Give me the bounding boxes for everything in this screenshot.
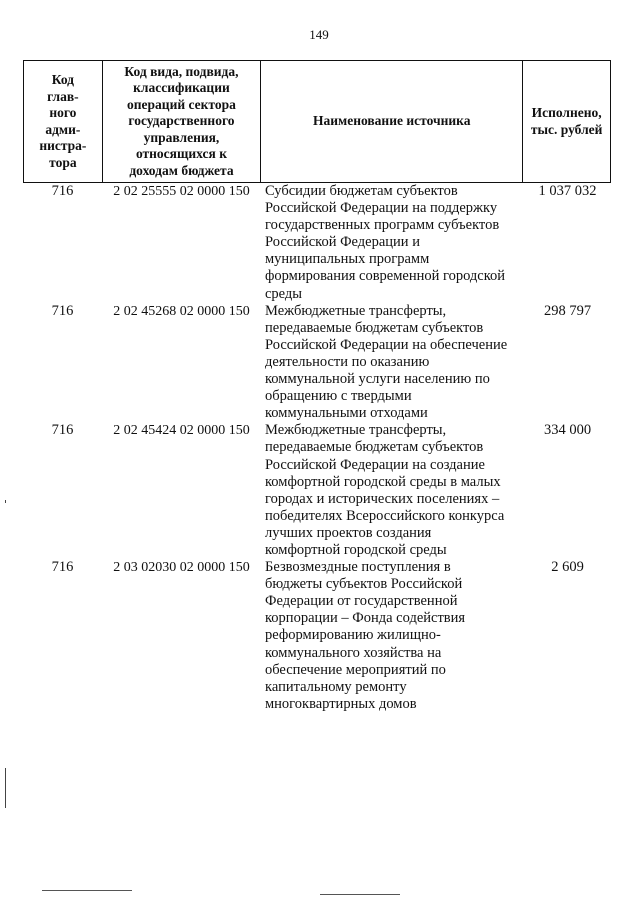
header-source-name-label [310,113,474,130]
text-line: среды [265,285,303,302]
table-row [23,559,611,713]
table-row [23,183,611,303]
text-line: обращению с твердыми [265,388,412,405]
text-line: лучших проектов создания [265,524,432,541]
header-classification-code [103,61,261,182]
text-line: относящихся к [135,146,227,162]
classification-code-cell: 2 02 45424 02 0000 150 [113,423,250,439]
text-line: городах и исторических поселениях – [265,490,500,507]
scan-mark [42,890,132,891]
text-line: победителях Всероссийского конкурса [265,507,505,524]
table-row [23,422,611,559]
classification-code-cell: 2 03 02030 02 0000 150 [113,560,250,576]
text-line: Российской Федерации на обеспечение [265,336,508,353]
text-line: глав- [47,88,79,104]
table-row [23,303,611,423]
source-name-cell [261,303,524,423]
text-line: управления, [143,129,220,145]
header-admin-code [24,61,103,182]
page-number: 149 [309,27,329,42]
text-line: Российской Федерации на поддержку [265,200,498,217]
classification-code-cell: 2 02 45268 02 0000 150 [113,303,250,319]
text-line: Исполнено, [531,105,602,120]
text-line: коммунальными отходами [265,405,428,422]
text-line: тора [49,154,77,170]
text-line: Межбюджетные трансферты, [265,302,447,319]
text-line: Безвозмездные поступления в [265,559,451,576]
header-executed-amount [523,61,610,182]
executed-amount-cell: 334 000 [543,422,592,439]
executed-amount-cell: 298 797 [543,302,592,319]
source-name-cell [261,559,524,713]
header-classification-code-label [121,64,241,180]
text-line: государственных программ субъектов [265,217,500,234]
text-line: доходам бюджета [129,162,234,178]
text-line: корпорации – Фонда содействия [265,610,466,627]
text-line: Код вида, подвида, [124,63,239,79]
text-line: Российской Федерации на создание [265,456,485,473]
text-line: коммунального хозяйства на [265,644,442,661]
header-source-name [261,61,523,182]
text-line: Код [51,72,75,87]
scan-mark [5,500,6,503]
text-line: Российской Федерации и [265,234,420,251]
text-line: капитальному ремонту [265,678,407,695]
text-line: коммунальной услуги населению по [265,371,490,388]
executed-amount-cell: 1 037 032 [538,183,597,199]
text-line: государственного [128,113,235,129]
table-body [23,183,611,713]
text-line: многоквартирных домов [265,695,417,712]
admin-code-cell: 716 [51,559,74,576]
text-line: реформированию жилищно- [265,627,441,644]
text-line: операций сектора [127,96,236,112]
admin-code-cell: 716 [51,422,74,439]
admin-code-cell: 716 [51,302,74,319]
scan-mark [5,768,6,808]
header-admin-code-label [36,72,89,171]
text-line: тыс. рублей [530,121,603,137]
admin-code-cell: 716 [51,183,74,199]
source-name-cell [261,422,524,559]
text-line: бюджеты субъектов Российской [265,576,463,593]
scan-mark [320,894,400,895]
text-line: классификации [133,80,230,96]
table-header [23,60,611,183]
text-line: муниципальных программ [265,251,430,268]
text-line: деятельности по оказанию [265,353,430,370]
text-line: передаваемые бюджетам субъектов [265,319,484,336]
budget-revenue-table [23,60,611,713]
text-line: формирования современной городской [265,268,506,285]
text-line: комфортной городской среды в малых [265,473,501,490]
source-name-cell [261,183,524,303]
text-line: передаваемые бюджетам субъектов [265,439,484,456]
classification-code-cell: 2 02 25555 02 0000 150 [113,184,250,199]
text-line: Межбюджетные трансферты, [265,422,447,439]
text-line: обеспечение мероприятий по [265,661,446,678]
text-line: нистра- [39,138,87,153]
text-line: ного [49,105,77,120]
text-line: комфортной городской среды [265,541,447,558]
text-line: Субсидии бюджетам субъектов [265,183,458,199]
text-line: Наименование источника [312,113,471,129]
executed-amount-cell: 2 609 [551,559,584,576]
header-executed-amount-label [528,105,606,138]
text-line: адми- [45,121,81,137]
text-line: Федерации от государственной [265,593,458,610]
